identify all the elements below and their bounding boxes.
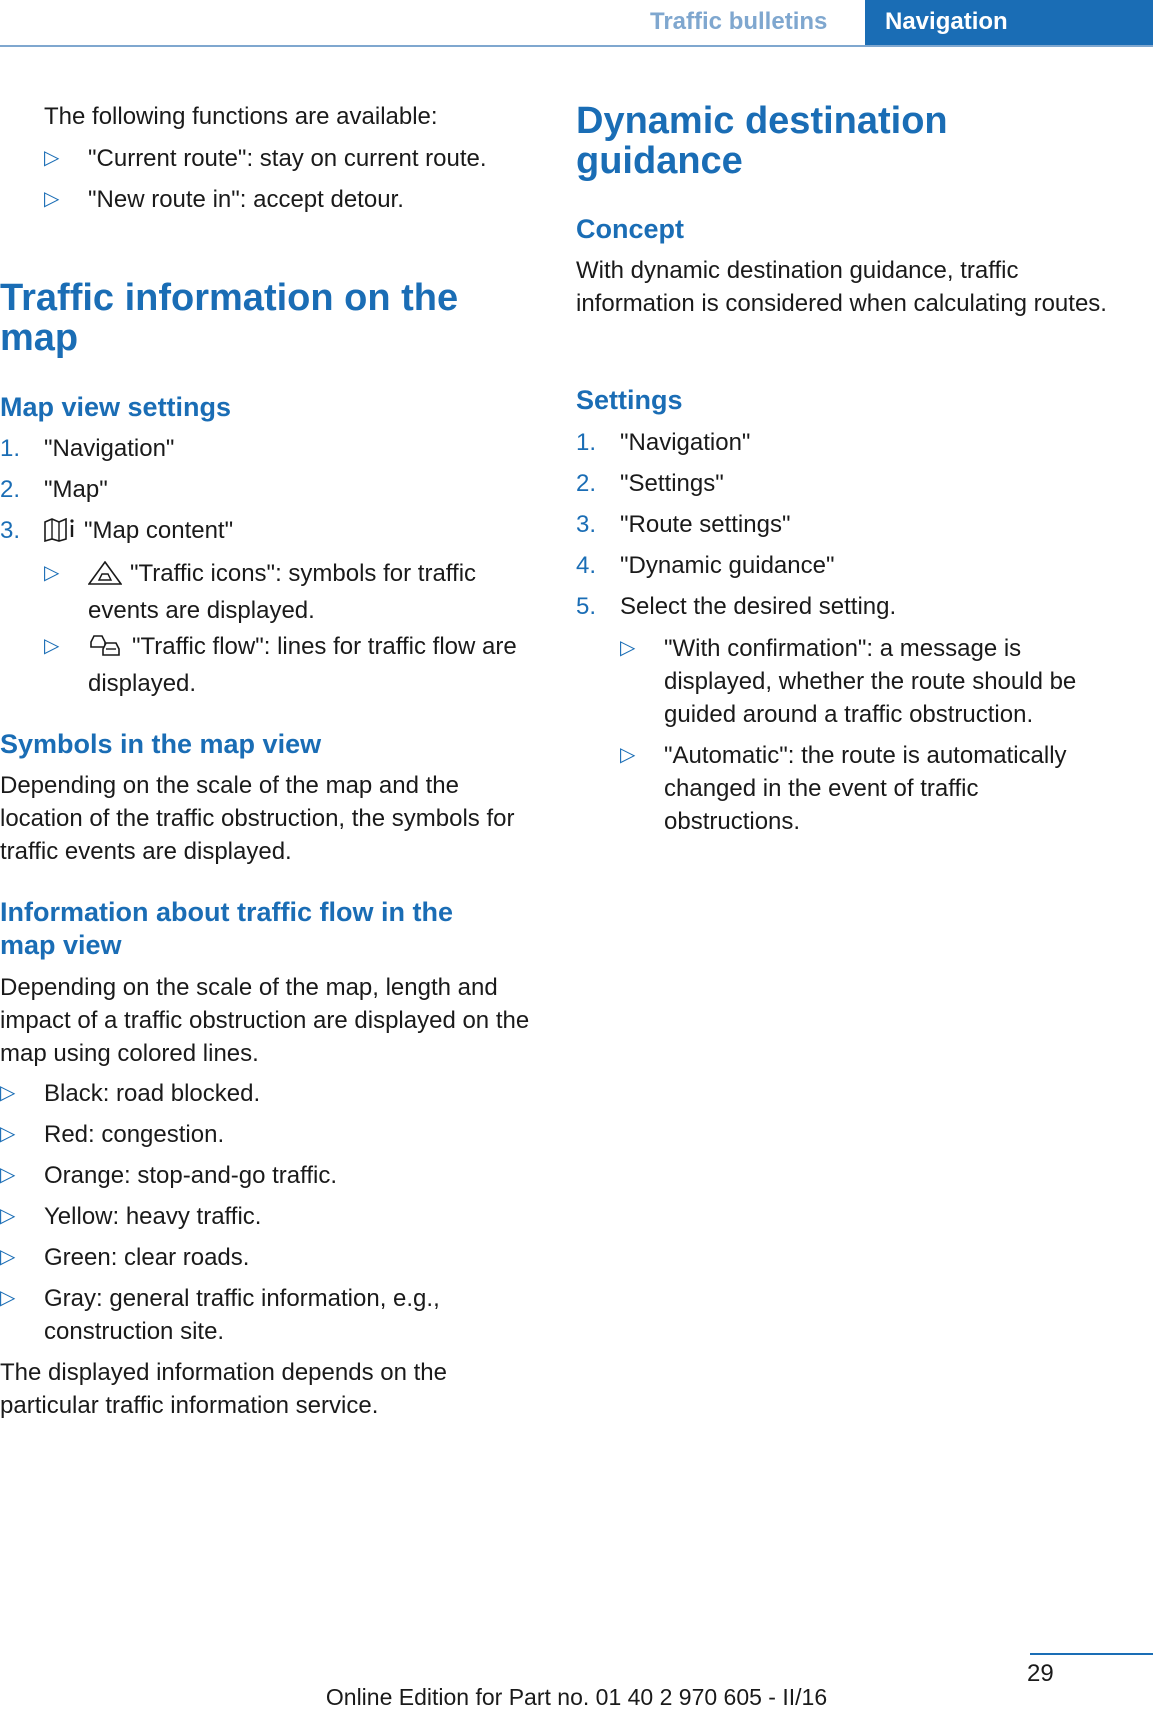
bullet-icon: ▷ [44, 188, 60, 210]
step-number: 3. [0, 517, 21, 544]
list-item [0, 1282, 530, 1348]
page-header [0, 0, 1153, 48]
list-item-text: "New route in": accept detour. [88, 186, 404, 213]
list-item [620, 632, 1110, 731]
step-text: "Settings" [620, 470, 724, 497]
heading-symbols-map-view: Symbols in the map view [0, 729, 322, 759]
concept-text: With dynamic destination guidance, traffic information is considered when calculating routes. [576, 257, 1107, 317]
list-item [0, 1200, 530, 1233]
step-text: "Navigation" [44, 435, 175, 462]
section-tab-label: Navigation [885, 8, 1008, 35]
footer-divider [1030, 1653, 1153, 1655]
bullet-icon: ▷ [0, 1082, 16, 1104]
header-divider [0, 45, 1153, 47]
list-item-text: "Traffic icons": symbols for traffic events are displayed. [88, 560, 477, 624]
step-text: "Dynamic guidance" [620, 552, 835, 579]
list-item-text: "With confirmation": a message is displayed, whether the route should be guided around a traffic obstruction. [664, 635, 1077, 728]
section-tab-traffic-bulletins[interactable]: Traffic bulletins [650, 8, 828, 35]
heading-map-view-settings: Map view settings [0, 392, 232, 422]
step-item [0, 473, 530, 506]
list-item [44, 630, 534, 700]
step-number: 2. [0, 476, 21, 503]
list-item [44, 557, 534, 627]
step-text: "Map content" [84, 517, 234, 544]
step-item [576, 590, 1106, 623]
section-title-traffic-map: Traffic information on the map [0, 277, 459, 359]
list-item [620, 739, 1110, 838]
list-item [0, 1118, 530, 1151]
list-item-text: "Automatic": the route is automatically changed in the event of traffic obstructions. [664, 742, 1067, 835]
step-number: 2. [576, 470, 597, 497]
step-item [576, 549, 1106, 582]
heading-traffic-flow: Information about traffic flow in the map view [0, 897, 453, 960]
step-number: 1. [576, 429, 597, 456]
bullet-icon: ▷ [44, 562, 60, 584]
page-number: 29 [1027, 1660, 1054, 1687]
symbols-text: Depending on the scale of the map and the location of the traffic obstruction, the symbols for traffic events are displayed. [0, 772, 515, 865]
step-text: "Navigation" [620, 429, 751, 456]
step-number: 5. [576, 593, 597, 620]
step-number: 1. [0, 435, 21, 462]
list-item-text: Red: congestion. [44, 1121, 225, 1148]
step-text: "Route settings" [620, 511, 791, 538]
section-tab-navigation[interactable] [865, 0, 1153, 47]
section-title-dynamic-guidance: Dynamic destination guidance [576, 100, 948, 182]
bullet-icon: ▷ [0, 1287, 16, 1309]
bullet-icon: ▷ [44, 147, 60, 169]
step-item [576, 467, 1106, 500]
edition-note: Online Edition for Part no. 01 40 2 970 605 - II/16 [325, 1684, 828, 1710]
step-item [0, 514, 530, 551]
list-item [44, 142, 534, 175]
step-number: 4. [576, 552, 597, 579]
list-item-text: "Current route": stay on current route. [88, 145, 487, 172]
intro-text: The following functions are available: [44, 103, 438, 130]
step-item [576, 508, 1106, 541]
bullet-icon: ▷ [0, 1164, 16, 1186]
bullet-icon: ▷ [620, 744, 636, 766]
list-item-text: Gray: general traffic information, e.g., construction site. [44, 1285, 440, 1345]
bullet-icon: ▷ [0, 1246, 16, 1268]
list-item [0, 1077, 530, 1110]
traffic-icons-icon [88, 561, 122, 594]
traffic-service-note: The displayed information depends on the particular traffic information service. [0, 1359, 447, 1419]
list-item-text: Orange: stop-and-go traffic. [44, 1162, 338, 1189]
list-item-text: Black: road blocked. [44, 1080, 261, 1107]
step-number: 3. [576, 511, 597, 538]
bullet-icon: ▷ [0, 1123, 16, 1145]
traffic-flow-text: Depending on the scale of the map, length and impact of a traffic obstruction are displayed on the map using colored lines. [0, 974, 530, 1067]
bullet-icon: ▷ [620, 637, 636, 659]
step-item [0, 432, 530, 465]
list-item-text: "Traffic flow": lines for traffic flow are displayed. [88, 633, 517, 697]
traffic-flow-icon [88, 634, 124, 667]
list-item-text: Green: clear roads. [44, 1244, 250, 1271]
map-content-icon [44, 518, 76, 551]
step-text: Select the desired setting. [620, 593, 897, 620]
step-item [576, 426, 1106, 459]
step-text: "Map" [44, 476, 108, 503]
list-item [44, 183, 534, 216]
heading-concept: Concept [576, 214, 684, 244]
bullet-icon: ▷ [0, 1205, 16, 1227]
list-item [0, 1159, 530, 1192]
heading-settings: Settings [576, 385, 683, 415]
list-item-text: Yellow: heavy traffic. [44, 1203, 262, 1230]
list-item [0, 1241, 530, 1274]
bullet-icon: ▷ [44, 635, 60, 657]
